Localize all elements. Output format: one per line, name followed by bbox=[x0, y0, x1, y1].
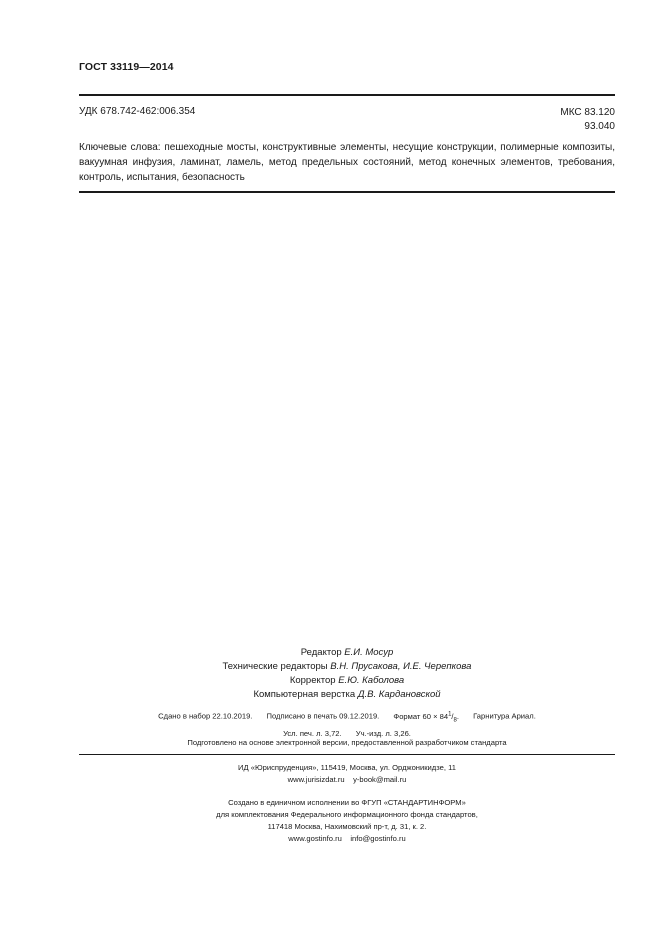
production-block bbox=[79, 797, 615, 845]
header-divider bbox=[79, 94, 615, 96]
publisher-address: ИД «Юриспруденция», 115419, Москва, ул. Орджоникидзе, 11 bbox=[238, 763, 456, 772]
mks-code-1: МКС 83.120 bbox=[560, 107, 615, 118]
prepared-note: Подготовлено на основе электронной версии, предоставленной разработчиком стандарта bbox=[187, 738, 507, 747]
format: Формат $60 \times 84^1/_8$. bbox=[393, 711, 459, 724]
footer-divider bbox=[79, 754, 615, 755]
udk-code: УДК 678.742-462:006.354 bbox=[79, 106, 196, 117]
credit-name: В.Н. Прусакова, И.Е. Черепкова bbox=[330, 661, 472, 672]
production-line-2: для комплектования Федерального информационного фонда стандартов, bbox=[216, 810, 478, 819]
credit-role: Компьютерная верстка bbox=[253, 689, 356, 700]
format-numerator: 1 bbox=[448, 711, 452, 717]
production-contacts bbox=[79, 833, 615, 845]
format-denominator: 8 bbox=[453, 717, 457, 724]
production-address: 117418 Москва, Нахимовский пр-т, д. 31, к. 2. bbox=[267, 822, 427, 831]
credit-name: Е.И. Мосур bbox=[344, 647, 394, 658]
credit-name: Е.Ю. Каболова bbox=[338, 675, 405, 686]
format-prefix: Формат 60 × 84 bbox=[393, 711, 449, 721]
publisher-contacts bbox=[79, 774, 615, 786]
production-line-1: Создано в единичном исполнении во ФГУП «СТАНДАРТИНФОРМ» bbox=[228, 798, 466, 807]
credit-role: Редактор bbox=[300, 647, 342, 658]
print-info-line1 bbox=[79, 708, 615, 727]
keywords-text: пешеходные мосты, конструктивные элементы, несущие конструкции, полимерные композиты, вакуумная инфузия, ламинат, ламель, метод предельных состояний, метод конечных элементов, требования, контроль, испытания, безопасность bbox=[79, 142, 616, 183]
credit-corrector bbox=[79, 674, 615, 688]
print-sheets: Усл. печ. л. 3,72. bbox=[283, 729, 342, 739]
keywords-divider bbox=[79, 191, 615, 193]
edition-sheets: Уч.-изд. л. 3,26. bbox=[355, 729, 411, 739]
credit-name: Д.В. Кардановской bbox=[357, 689, 441, 700]
publisher-block bbox=[79, 762, 615, 786]
gostinfo-site-link[interactable]: www.gostinfo.ru bbox=[288, 834, 342, 843]
credit-role: Корректор bbox=[289, 675, 336, 686]
publisher-email-link[interactable]: y-book@mail.ru bbox=[353, 775, 407, 784]
credit-tech-editors bbox=[79, 660, 615, 674]
credit-editor bbox=[79, 646, 615, 660]
credit-layout bbox=[79, 688, 615, 702]
publisher-site-link[interactable]: www.jurisizdat.ru bbox=[287, 775, 345, 784]
format-suffix: . bbox=[456, 711, 459, 721]
typeface: Гарнитура Ариал. bbox=[473, 711, 536, 721]
signed-date: Подписано в печать 09.12.2019. bbox=[266, 711, 380, 721]
gostinfo-email-link[interactable]: info@gostinfo.ru bbox=[350, 834, 406, 843]
document-code: ГОСТ 33119—2014 bbox=[79, 61, 174, 73]
credits-block bbox=[79, 646, 615, 702]
keywords-paragraph bbox=[79, 140, 615, 185]
mks-codes bbox=[560, 106, 615, 134]
credit-role: Технические редакторы bbox=[222, 661, 328, 672]
keywords-label: Ключевые слова: bbox=[79, 142, 161, 153]
print-info bbox=[79, 708, 615, 740]
submitted-date: Сдано в набор 22.10.2019. bbox=[158, 711, 253, 721]
mks-code-2: 93.040 bbox=[584, 121, 615, 132]
